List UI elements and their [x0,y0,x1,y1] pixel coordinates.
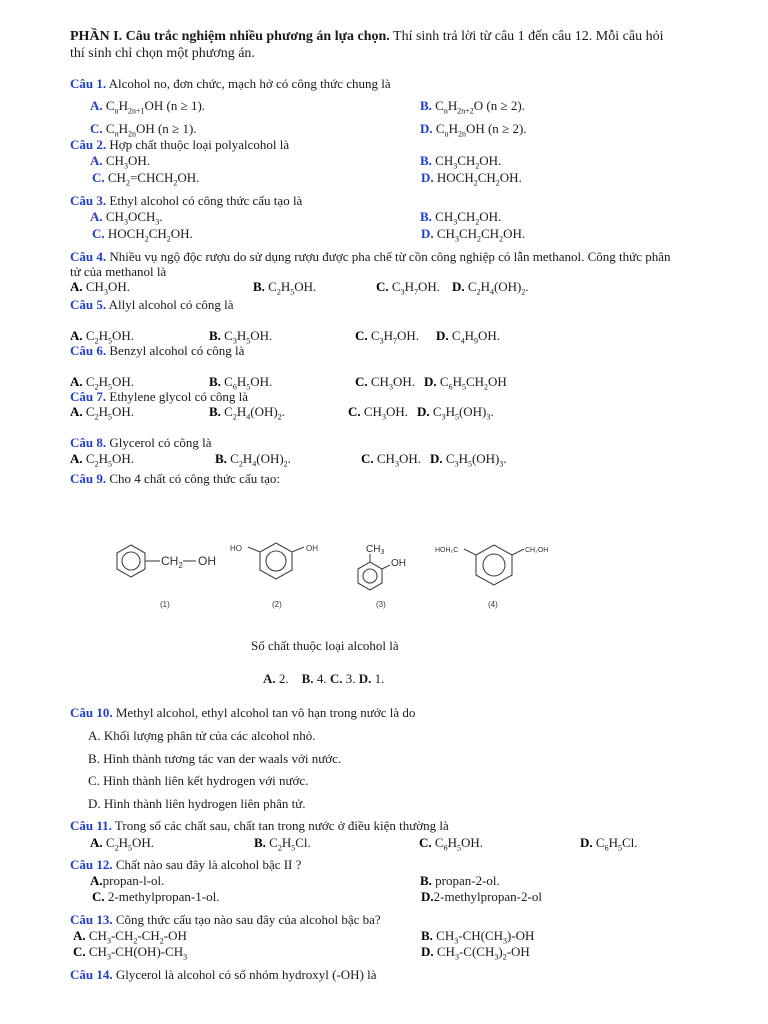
q9-options: A. 2. B. 4. C. 3. D. 1. [263,671,385,686]
ch2-label: $CH_2$ [161,554,183,570]
q12-option-c: C. 2-methylpropan-1-ol. [92,889,220,904]
q8-option-c: C. $CH_3OH$. [361,451,421,469]
question-10: Câu 10. Methyl alcohol, ethyl alcohol tan vô hạn trong nước là do [70,705,416,720]
question-number: Câu 1. [70,76,107,91]
q6-option-c: C. $CH_3OH$. [355,374,415,392]
q11-option-a: A. $C_2H_5OH$. [90,835,154,853]
q1-option-c: C. $C_nH_{2n}OH$ (n ≥ 1). [90,121,197,139]
q4-option-b: B. $C_2H_5OH$. [253,279,317,297]
question-12: Câu 12. Chất nào sau đây là alcohol bậc II ? [70,857,302,872]
q3-option-a: A. $CH_3OCH_3$. [90,209,163,227]
q1-option-a: A. $C_nH_{2n+1}OH$ (n ≥ 1). [90,98,206,116]
q12-option-a: A.propan-l-ol. [90,873,165,888]
q1-option-d: D. $C_nH_{2n}OH$ (n ≥ 2). [420,121,527,139]
question-1 [70,76,391,92]
structure-label-1: (1) [160,600,170,609]
structure-1 [117,545,196,577]
q3-option-c: C. $HOCH_2CH_2OH$. [92,226,193,244]
q11-option-d: D. $C_6H_5Cl$. [580,835,638,853]
question-4: Câu 4. Nhiều vụ ngộ độc rượu do sử dụng rượu được pha chế từ cồn công nghiệp có lẫn methanol. Công thức phân [70,249,671,264]
ch2oh-label-4: CH₂OH [525,547,549,554]
q2-option-b: B. $CH_3CH_2OH$. [420,153,502,171]
q7-option-d: D. $C_3H_5(OH)_3$. [417,404,494,422]
q7-option-b: B. $C_2H_4(OH)_2$. [209,404,285,422]
ch3-label-3: $CH_3$ [366,544,385,556]
q2-option-a: A. $CH_3OH$. [90,153,150,171]
structure-3 [358,554,390,590]
oh-label-3: OH [391,558,406,569]
oh-label-1: OH [198,554,216,568]
q3-option-b: B. $CH_3CH_2OH$. [420,209,502,227]
question-8: Câu 8. Glycerol có công là [70,435,212,450]
q13-option-d: D. $CH_3-C(CH_3)_2-OH$ [421,944,530,962]
question-text: Alcohol no, đơn chức, mạch hở có công thức chung là [106,76,391,91]
q4-option-d: D. $C_2H_4(OH)_2$. [452,279,529,297]
q5-option-b: B. $C_3H_5OH$. [209,328,273,346]
q8-option-a: A. $C_2H_5OH$. [70,451,134,469]
question-7: Câu 7. Ethylene glycol có công là [70,389,248,404]
q13-option-b: B. $CH_3-CH(CH_3)-OH$ [421,928,535,946]
structure-label-2: (2) [272,600,282,609]
q8-option-b: B. $C_2H_4(OH)_2$. [215,451,291,469]
q10-option-b: B. Hình thành tương tác van der waals với nước. [88,751,342,766]
section-heading [70,28,663,45]
q6-option-d: D. $C_6H_5CH_2OH$ [424,374,507,392]
question-2: Câu 2. Hợp chất thuộc loại polyalcohol là [70,137,290,152]
q11-option-b: B. $C_2H_5Cl$. [254,835,311,853]
structure-label-3: (3) [376,600,386,609]
question-6: Câu 6. Benzyl alcohol có công là [70,343,245,358]
q3-option-d: D. $CH_3CH_2CH_2OH$. [421,226,526,244]
section-title: PHẦN I. Câu trắc nghiệm nhiều phương án lựa chọn. [70,29,390,44]
q2-option-c: C. $CH_2=CHCH_2OH$. [92,170,200,188]
q11-option-c: C. $C_6H_5OH$. [419,835,483,853]
ho-label-2: HO [230,544,242,553]
q5-option-c: C. $C_3H_7OH$. [355,328,419,346]
question-3: Câu 3. Ethyl alcohol có công thức cấu tạo là [70,193,303,208]
q7-option-c: C. $CH_3OH$. [348,404,408,422]
hoh2c-label-4: HOH₂C [435,547,459,554]
q6-option-b: B. $C_6H_5OH$. [209,374,273,392]
structure-4 [464,545,524,585]
q5-option-a: A. $C_2H_5OH$. [70,328,134,346]
q10-option-c: C. Hình thành liên kết hydrogen với nước. [88,773,309,788]
q2-option-d: D. $HOCH_2CH_2OH$. [421,170,522,188]
q10-option-d: D. Hình thành liên hydrogen liên phân tử. [88,796,306,811]
q1-option-b: B. $C_nH_{2n+2}O$ (n ≥ 2). [420,98,525,116]
q13-option-a: A. $CH_3-CH_2-CH_2-OH$ [73,928,187,946]
question-11: Câu 11. Trong số các chất sau, chất tan trong nước ở điều kiện thường là [70,818,449,833]
question-9: Câu 9. Cho 4 chất có công thức cấu tạo: [70,471,280,486]
q4-option-a: A. $CH_3OH$. [70,279,130,297]
structure-2 [248,543,304,579]
q10-option-a: A. Khối lượng phân tử của các alcohol nhỏ. [88,728,316,743]
q12-option-b: B. propan-2-ol. [420,873,500,888]
question-13: Câu 13. Công thức cấu tạo nào sau đây của alcohol bậc ba? [70,912,381,927]
q13-option-c: C. $CH_3-CH(OH)-CH_3$ [73,944,188,962]
q8-option-d: D. $C_3H_5(OH)_3$. [430,451,507,469]
oh-label-2: OH [306,544,318,553]
instructions: Thí sinh trả lời từ câu 1 đến câu 12. Mỗi câu hỏi [389,29,664,44]
q4-option-c: C. $C_3H_7OH$. [376,279,440,297]
question-14: Câu 14. Glycerol là alcohol có số nhóm hydroxyl (-OH) là [70,967,377,982]
q7-option-a: A. $C_2H_5OH$. [70,404,134,422]
question-4-line2: tử của methanol là [70,264,167,279]
q12-option-d: D.2-methylpropan-2-ol [421,889,542,904]
instructions-line2: thí sinh chỉ chọn một phương án. [70,46,255,61]
question-5: Câu 5. Allyl alcohol có công là [70,297,234,312]
structure-label-4: (4) [488,600,498,609]
q9-subquestion: Số chất thuộc loại alcohol là [251,638,399,653]
q5-option-d: D. $C_4H_9OH$. [436,328,500,346]
q6-option-a: A. $C_2H_5OH$. [70,374,134,392]
